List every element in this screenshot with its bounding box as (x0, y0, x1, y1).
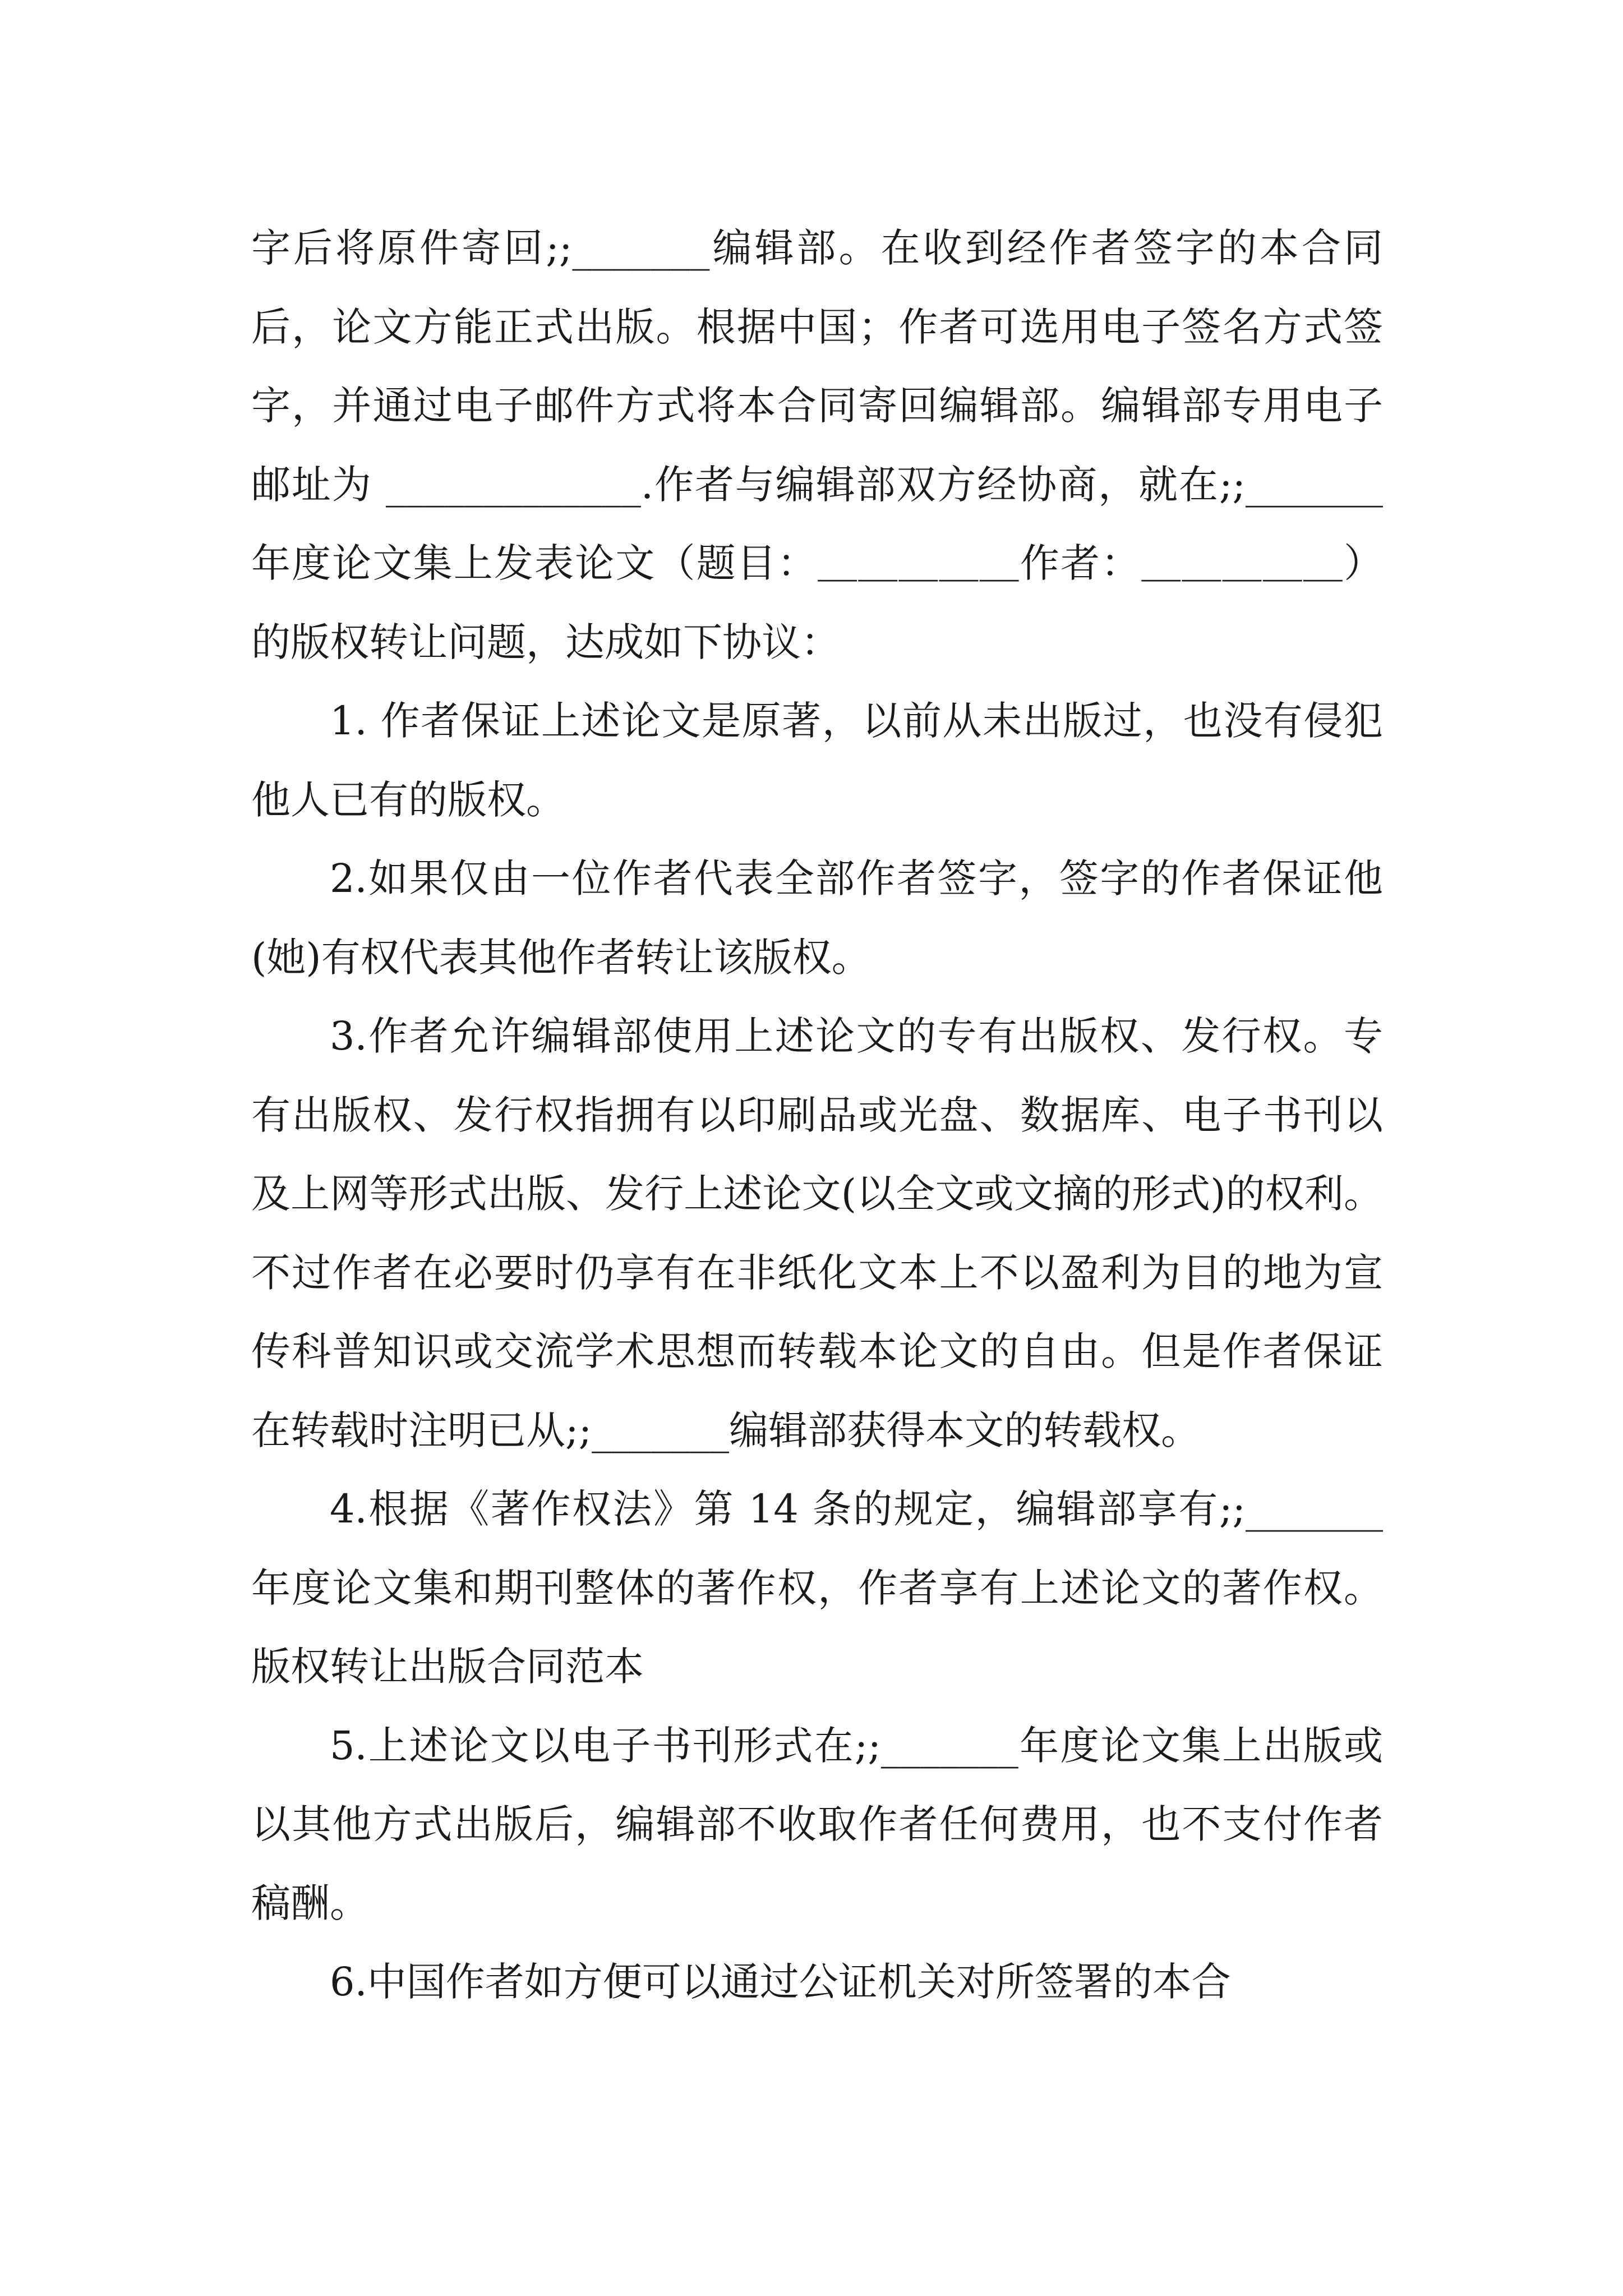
clause-5-paragraph: 5.上述论文以电子书刊形式在;;_______年度论文集上出版或以其他方式出版后，编辑部不收取作者任何费用，也不支付作者稿酬。 (251, 1722, 1383, 1926)
intro-paragraph: 字后将原件寄回;;_______编辑部。在收到经作者签字的本合同后，论文方能正式出版。根据中国；作者可选用电子签名方式签字，并通过电子邮件方式将本合同寄回编辑部。编辑部专用电子邮址为 _____________.作者与编辑部双方经协商，就在;;_______年度论文集上发表论文（题目：＿＿＿＿＿作者：＿＿＿＿＿）的版权转让问题，达成如下协议： (251, 225, 1383, 665)
clause-4-paragraph: 4.根据《著作权法》第 14 条的规定，编辑部享有;;_______年度论文集和期刊整体的著作权，作者享有上述论文的著作权。版权转让出版合同范本 (251, 1486, 1383, 1690)
contract-body (251, 209, 1383, 2022)
clause-3-paragraph: 3.作者允许编辑部使用上述论文的专有出版权、发行权。专有出版权、发行权指拥有以印刷品或光盘、数据库、电子书刊以及上网等形式出版、发行上述论文(以全文或文摘的形式)的权利。不过作者在必要时仍享有在非纸化文本上不以盈利为目的地为宣传科普知识或交流学术思想而转载本论文的自由。但是作者保证在转载时注明已从;;_______编辑部获得本文的转载权。 (251, 1013, 1383, 1453)
clause-2-paragraph: 2.如果仅由一位作者代表全部作者签字，签字的作者保证他(她)有权代表其他作者转让该版权。 (251, 855, 1383, 981)
clause-6-paragraph: 6.中国作者如方便可以通过公证机关对所签署的本合 (330, 1959, 1231, 2005)
clause-1-paragraph: 1. 作者保证上述论文是原著，以前从未出版过，也没有侵犯他人已有的版权。 (251, 698, 1383, 823)
